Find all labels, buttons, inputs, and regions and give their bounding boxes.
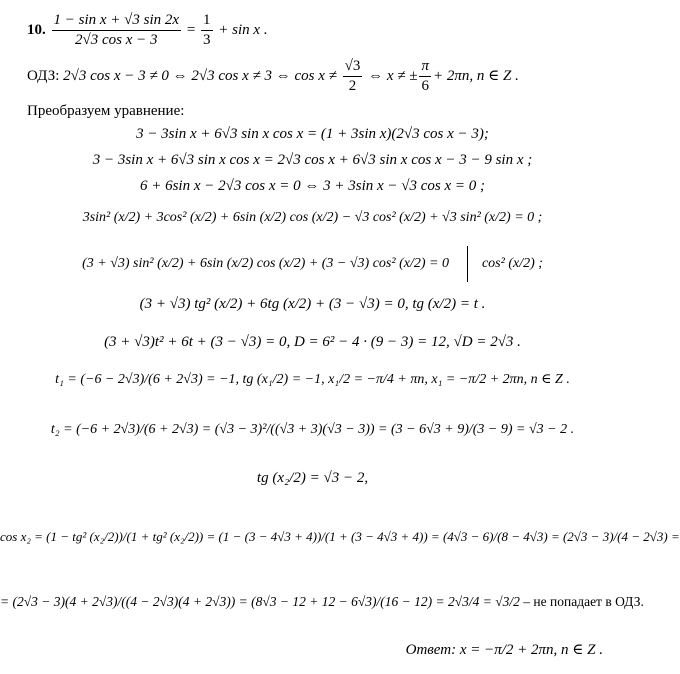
problem-lhs-numerator: 1 − sin x + √3 sin 2x xyxy=(52,12,182,31)
transform-label: Преобразуем уравнение: xyxy=(27,103,185,119)
problem-lhs-denominator: 2√3 cos x − 3 xyxy=(75,32,158,49)
equation-line-3: 6 + 6sin x − 2√3 cos x = 0 ⇔ 3 + 3sin x − √3 cos x = 0 ; xyxy=(139,178,486,194)
equation-line-7: (3 + √3)t² + 6t + (3 − √3) = 0, D = 6² − 4 · (9 − 3) = 12, √D = 2√3 . xyxy=(104,334,521,350)
odz-cos-fraction xyxy=(343,58,363,96)
odz-line xyxy=(27,58,519,96)
problem-equals: = xyxy=(183,22,200,39)
equation-line-2: 3 − 3sin x + 6√3 sin x cos x = 2√3 cos x + 6√3 sin x cos x − 3 − 9 sin x ; xyxy=(92,152,533,168)
odz-pi-denominator: 6 xyxy=(421,78,429,95)
odz-pi-numerator: π xyxy=(419,58,431,77)
problem-rhs-numerator: 1 xyxy=(201,12,213,31)
equation-line-12-expression: = (2√3 − 3)(4 + 2√3)/((4 − 2√3)(4 + 2√3)) = (8√3 − 12 + 12 − 6√3)/(16 − 12) = 2√3/4 = √3/2 xyxy=(0,594,520,609)
equation-line-8: t₁ = (−6 − 2√3)/(6 + 2√3) = −1, tg (x₁/2) = −1, x₁/2 = −π/4 + πn, x₁ = −π/2 + 2πn, n ∈ Z . xyxy=(55,372,570,387)
odz-note: – не попадает в ОДЗ. xyxy=(523,594,644,609)
problem-rhs-denominator: 3 xyxy=(203,32,211,49)
odz-part3: + 2πn, n ∈ Z . xyxy=(433,68,519,85)
equation-line-12 xyxy=(0,594,644,610)
equation-line-5-divisor: cos² (x/2) ; xyxy=(481,256,543,272)
odz-label: ОДЗ: xyxy=(27,68,60,85)
equation-line-5 xyxy=(0,246,625,282)
odz-part1: 2√3 cos x − 3 ≠ 0 ⇔ 2√3 cos x ≠ 3 ⇔ cos x ≠ xyxy=(63,68,337,85)
odz-pi-fraction xyxy=(419,58,431,96)
answer-line xyxy=(406,642,603,659)
equation-line-1: 3 − 3sin x + 6√3 sin x cos x = (1 + 3sin x)(2√3 cos x − 3); xyxy=(136,126,489,142)
answer-text: x = −π/2 + 2πn, n ∈ Z . xyxy=(459,642,603,658)
equation-line-9: t₂ = (−6 + 2√3)/(6 + 2√3) = (√3 − 3)²/((√3 + 3)(√3 − 3)) = (3 − 6√3 + 9)/(3 − 9) = √3 − 2 . xyxy=(50,422,575,437)
equation-line-5-equation: (3 + √3) sin² (x/2) + 6sin (x/2) cos (x/2) + (3 − √3) cos² (x/2) = 0 xyxy=(82,256,449,272)
problem-number: 10. xyxy=(27,22,46,39)
odz-cos-denominator: 2 xyxy=(348,78,357,95)
equation-line-4: 3sin² (x/2) + 3cos² (x/2) + 6sin (x/2) cos (x/2) − √3 cos² (x/2) + √3 sin² (x/2) = 0 ; xyxy=(82,210,543,225)
divide-bar xyxy=(467,246,468,282)
problem-rhs-fraction xyxy=(201,12,213,50)
answer-label: Ответ: xyxy=(405,642,457,658)
problem-lhs-fraction xyxy=(52,12,182,50)
equation-line-10: tg (x₂/2) = √3 − 2, xyxy=(256,470,369,486)
odz-cos-numerator: √3 xyxy=(343,58,363,77)
problem-statement xyxy=(27,12,268,50)
problem-rhs-tail: + sin x . xyxy=(214,22,268,39)
equation-line-6: (3 + √3) tg² (x/2) + 6tg (x/2) + (3 − √3) = 0, tg (x/2) = t . xyxy=(139,296,486,312)
odz-part2: ⇔ x ≠ ± xyxy=(368,68,418,85)
equation-line-11: cos x₂ = (1 − tg² (x₂/2))/(1 + tg² (x₂/2)) = (1 − (3 − 4√3 + 4))/(1 + (3 − 4√3 + 4)) = (4√3 − 6)/(8 − 4√3) = (2√3 − 3)/(4 − 2√3) = xyxy=(0,529,680,544)
